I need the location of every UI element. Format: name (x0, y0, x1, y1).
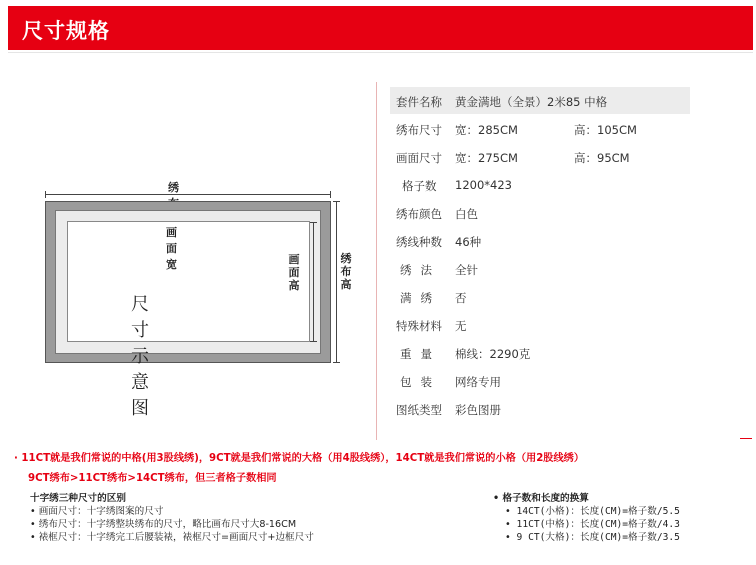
spec-value: 棉线：2290克 (455, 347, 531, 361)
spec-value: 黄金满地（全景）2米85 中格 (455, 95, 608, 109)
spec-key: 绣线种数 (396, 235, 442, 249)
spec-value: 彩色图册 (455, 403, 501, 417)
image-height-tick-top (310, 222, 317, 223)
fabric-width-label: 绣 (168, 181, 179, 194)
size-diff-item: • 裱框尺寸：十字绣完工后腰装裱，裱框尺寸=画面尺寸+边框尺寸 (30, 532, 314, 543)
spec-key: 包装 (400, 375, 441, 389)
spec-key: 套件名称 (396, 95, 442, 109)
spec-key: 满绣 (400, 291, 441, 305)
size-diff-title: 十字绣三种尺寸的区别 (30, 493, 126, 504)
fabric-height-tick-bottom (333, 362, 340, 363)
fabric-height-label: 绣 布 高 (340, 252, 352, 291)
spec-key: 绣布颜色 (396, 207, 442, 221)
image-height-arrow (313, 222, 314, 342)
size-diff-item: • 绣布尺寸：十字绣整块绣布的尺寸，略比画布尺寸大8-16CM (30, 519, 297, 530)
conversion-item: • 11CT(中格)：长度(CM)=格子数/4.3 (505, 519, 680, 530)
spec-value: 1200*423 (455, 178, 512, 192)
spec-value: 网络专用 (455, 375, 501, 389)
spec-value-secondary: 高：105CM (574, 123, 637, 137)
fabric-height-tick-top (333, 201, 340, 202)
conversion-title: • 格子数和长度的换算 (493, 493, 589, 504)
fabric-height-arrow (336, 201, 337, 363)
vertical-divider (376, 82, 377, 440)
section-header-bar (8, 6, 753, 50)
spec-value-secondary: 高：95CM (574, 151, 630, 165)
inner-canvas (67, 221, 310, 342)
decorative-dash (740, 438, 752, 439)
fabric-width-tick-left (45, 191, 46, 198)
spec-value: 无 (455, 319, 467, 333)
fabric-width-arrow (45, 194, 331, 195)
spec-value: 46种 (455, 235, 482, 249)
spec-key: 重量 (400, 347, 441, 361)
image-height-label: 画 面 高 (288, 253, 300, 292)
spec-value: 宽：285CM (455, 123, 518, 137)
spec-value: 全针 (455, 263, 478, 277)
conversion-item: • 14CT(小格)：长度(CM)=格子数/5.5 (505, 506, 680, 517)
diagram-center-label: 尺寸示意图 (131, 294, 149, 419)
spec-key: 格子数 (402, 179, 437, 193)
spec-key: 绣法 (400, 263, 441, 277)
note-red-line-2: 9CT绣布>11CT绣布>14CT绣布，但三者格子数相同 (28, 473, 277, 484)
spec-value: 白色 (455, 207, 478, 221)
image-width-label: 画面宽 (166, 226, 177, 271)
spec-key: 绣布尺寸 (396, 123, 442, 137)
spec-value: 否 (455, 291, 467, 305)
size-diff-item: • 画面尺寸：十字绣图案的尺寸 (30, 506, 164, 517)
image-width-guide (68, 221, 309, 222)
header-divider (8, 52, 753, 53)
note-red-line-1: · 11CT就是我们常说的中格(用3股线绣)，9CT就是我们常说的大格（用4股线绣），14CT就是我们常说的小格（用2股线绣） (14, 453, 585, 464)
section-title: 尺寸规格 (22, 19, 110, 43)
fabric-width-tick-right (330, 191, 331, 198)
spec-value: 宽：275CM (455, 151, 518, 165)
image-height-tick-bottom (310, 341, 317, 342)
spec-key: 画面尺寸 (396, 151, 442, 165)
spec-key: 图纸类型 (396, 403, 442, 417)
conversion-item: • 9 CT(大格)：长度(CM)=格子数/3.5 (505, 532, 680, 543)
spec-key: 特殊材料 (396, 319, 442, 333)
